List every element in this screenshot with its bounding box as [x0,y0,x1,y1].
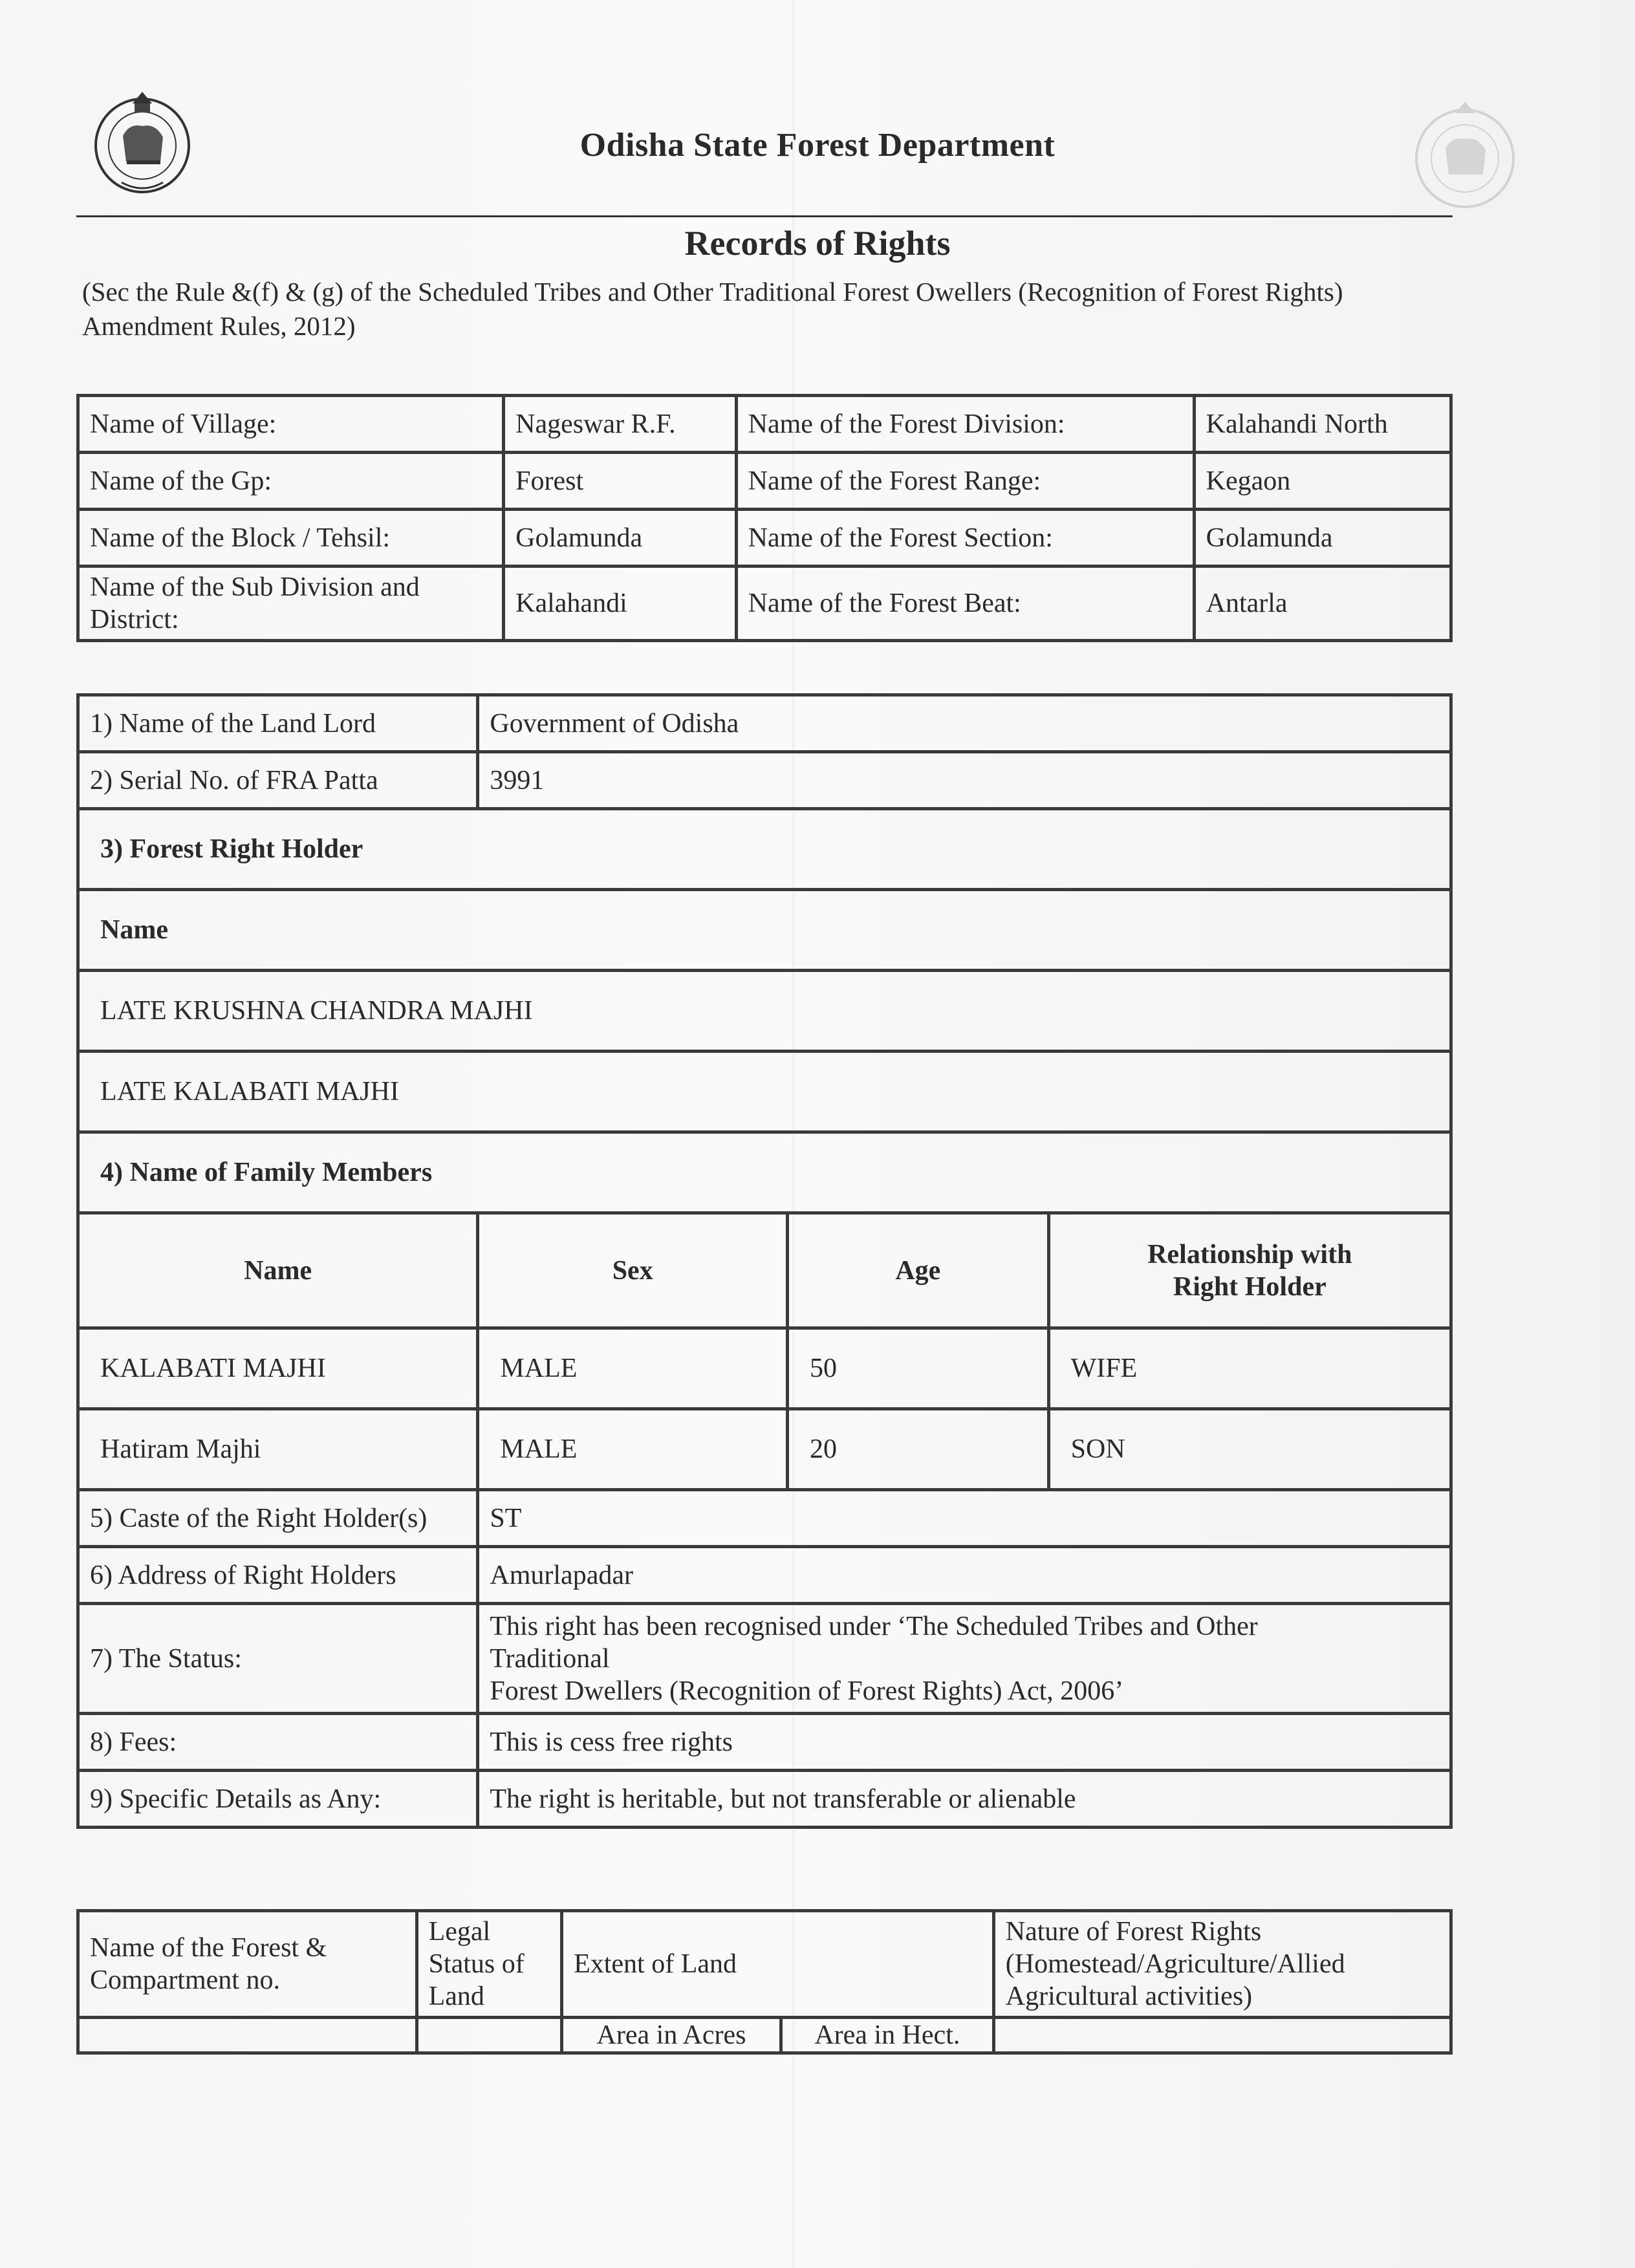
specific-label: 9) Specific Details as Any: [78,1771,478,1828]
holder-name: LATE KALABATI MAJHI [78,1052,1451,1132]
column-header-relationship: Relationship with Right Holder [1048,1213,1451,1328]
document-title: Records of Rights [684,224,951,263]
caste-value: ST [478,1490,1451,1547]
fees-label: 8) Fees: [78,1714,478,1771]
beat-label: Name of the Forest Beat: [736,567,1194,641]
subdivision-value: Kalahandi [504,567,737,641]
column-header-sex: Sex [478,1213,788,1328]
column-header-forest: Name of the Forest & Compartment no. [78,1911,417,2018]
gp-value: Forest [504,453,737,510]
range-label: Name of the Forest Range: [736,453,1194,510]
area-hect-label: Area in Hect. [781,2018,993,2053]
member-age: 50 [788,1328,1049,1409]
beat-value: Antarla [1194,567,1451,641]
range-value: Kegaon [1194,453,1451,510]
area-acres-label: Area in Acres [562,2018,781,2053]
table-row [78,567,1451,641]
table-row [78,890,1451,971]
section-label: Name of the Forest Section: [736,510,1194,567]
block-label: Name of the Block / Tehsil: [78,510,504,567]
landlord-value: Government of Odisha [478,695,1451,752]
table-row [78,1714,1451,1771]
table-row [78,396,1451,453]
block-value: Golamunda [504,510,737,567]
member-name: KALABATI MAJHI [78,1328,478,1409]
holder-name-heading: Name [78,890,1451,971]
status-line: Forest Dwellers (Recognition of Forest Rights) Act, 2006’ [490,1676,1124,1706]
village-label: Name of Village: [78,396,504,453]
divider [76,215,1453,217]
division-value: Kalahandi North [1194,396,1451,453]
department-title: Odisha State Forest Department [579,127,1056,164]
table-row [78,752,1451,809]
address-value: Amurlapadar [478,1547,1451,1604]
landlord-label: 1) Name of the Land Lord [78,695,478,752]
member-sex: MALE [478,1328,788,1409]
column-header-age: Age [788,1213,1049,1328]
section-value: Golamunda [1194,510,1451,567]
details-table [76,693,1453,1829]
table-row [78,1490,1451,1547]
table-row [78,1328,1451,1409]
status-line: This right has been recognised under ‘The Scheduled Tribes and Other Traditional [490,1611,1258,1674]
table-row [78,1052,1451,1132]
column-header-legal-status: Legal Status of Land [417,1911,562,2018]
rule-subtitle: (Sec the Rule &(f) & (g) of the Scheduled Tribes and Other Traditional Forest Owellers (Recognition of Forest Rights) Amendment Rules, 2012) [82,277,1343,341]
holder-name: LATE KRUSHNA CHANDRA MAJHI [78,971,1451,1052]
table-row [78,1132,1451,1213]
family-heading: 4) Name of Family Members [78,1132,1451,1213]
table-row [78,809,1451,890]
empty-cell [78,2018,417,2053]
table-row [78,510,1451,567]
member-relation: SON [1048,1409,1451,1490]
table-row [78,1771,1451,1828]
subdivision-label: Name of the Sub Division and District: [78,567,504,641]
village-value: Nageswar R.F. [504,396,737,453]
holder-heading: 3) Forest Right Holder [78,809,1451,890]
empty-cell [993,2018,1451,2053]
specific-value: The right is heritable, but not transferable or alienable [478,1771,1451,1828]
table-row [78,695,1451,752]
location-table [76,394,1453,642]
member-relation: WIFE [1048,1328,1451,1409]
table-row [78,453,1451,510]
table-row [78,971,1451,1052]
member-age: 20 [788,1409,1049,1490]
table-header-row [78,1911,1451,2018]
serial-value: 3991 [478,752,1451,809]
table-row [78,1547,1451,1604]
table-header-row [78,1213,1451,1328]
status-label: 7) The Status: [78,1604,478,1714]
column-header-extent: Extent of Land [562,1911,994,2018]
column-header-nature: Nature of Forest Rights (Homestead/Agriculture/Allied Agricultural activities) [993,1911,1451,2018]
land-table [76,1909,1453,2055]
empty-cell [417,2018,562,2053]
table-row [78,1409,1451,1490]
serial-label: 2) Serial No. of FRA Patta [78,752,478,809]
status-value [478,1604,1451,1714]
table-row [78,1604,1451,1714]
address-label: 6) Address of Right Holders [78,1547,478,1604]
member-name: Hatiram Majhi [78,1409,478,1490]
fees-value: This is cess free rights [478,1714,1451,1771]
member-sex: MALE [478,1409,788,1490]
gp-label: Name of the Gp: [78,453,504,510]
caste-label: 5) Caste of the Right Holder(s) [78,1490,478,1547]
table-row [78,2018,1451,2053]
division-label: Name of the Forest Division: [736,396,1194,453]
column-header-name: Name [78,1213,478,1328]
